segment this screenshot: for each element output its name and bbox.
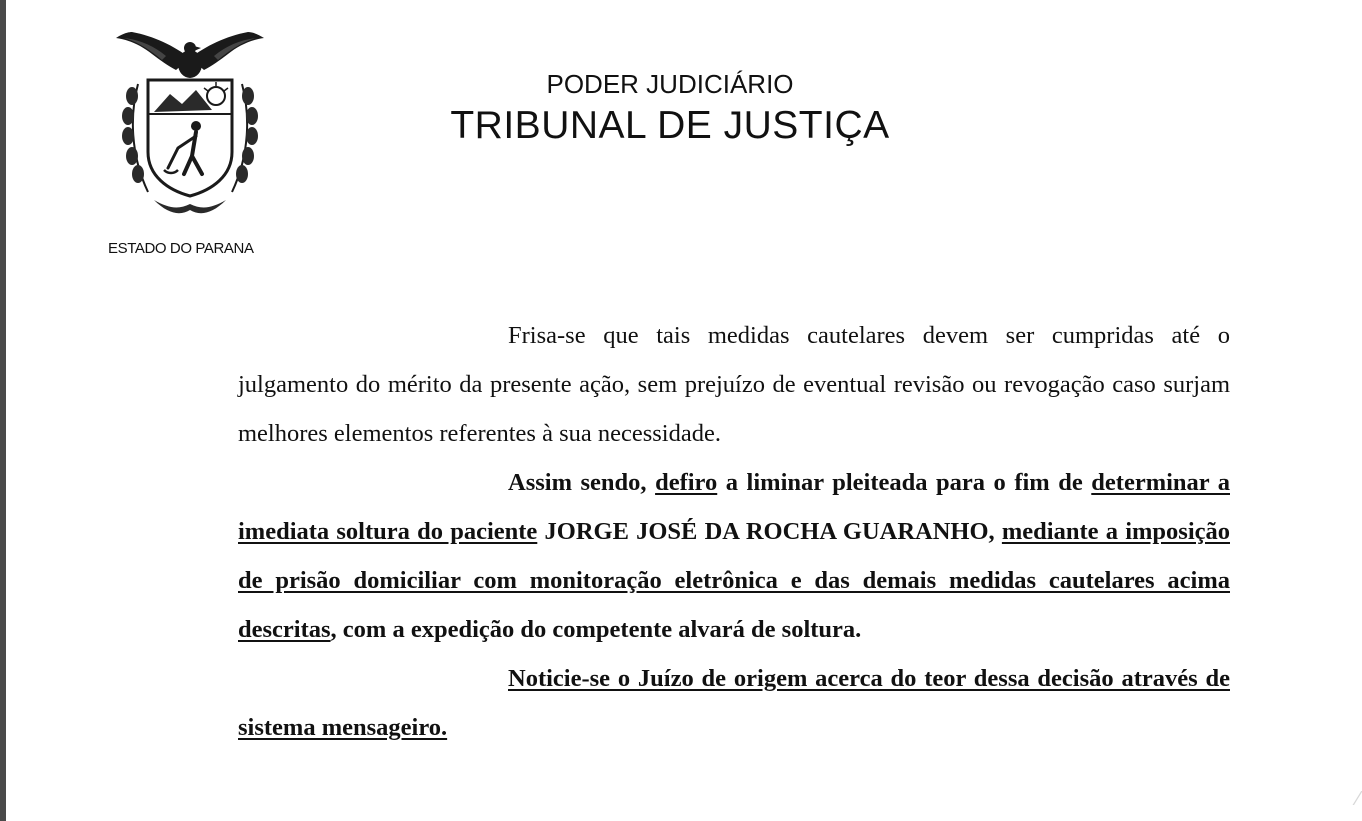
- paragraph-decision: [238, 458, 1230, 654]
- decision-text: , com a expedição do competente alvará de soltura.: [330, 616, 862, 643]
- eagle-icon: [116, 32, 264, 78]
- viewer-left-edge: [0, 0, 6, 821]
- state-label: ESTADO DO PARANA: [108, 240, 254, 257]
- decision-house-arrest: mediante a imposição de prisão domiciliar com monitoração eletrônica e das demais medidas cautelares acima descritas: [238, 518, 1230, 643]
- power-label: PODER JUDICIÁRIO: [546, 69, 794, 99]
- decision-release-order: determinar a imediata soltura do paciente: [238, 469, 1230, 545]
- paragraph-precautionary-measures: Frisa-se que tais medidas cautelares devem ser cumpridas até o julgamento do mérito da presente ação, sem prejuízo de eventual revisão ou revogação caso surjam melhores elementos referentes à sua necessidade.: [238, 322, 1230, 447]
- decision-patient-name: JORGE JOSÉ DA ROCHA GUARANHO,: [537, 518, 1002, 545]
- court-title: TRIBUNAL DE JUSTIÇA: [450, 104, 890, 147]
- coat-of-arms-icon: [104, 24, 276, 220]
- document-body: [238, 311, 1230, 752]
- decision-text: a liminar pleiteada para o fim de: [717, 469, 1092, 496]
- shield-icon: [148, 80, 232, 196]
- corner-mark: ⁄: [1356, 788, 1360, 810]
- paragraph-notification: Noticie-se o Juízo de origem acerca do teor dessa decisão através de sistema mensageiro.: [238, 665, 1230, 741]
- document-header: [400, 66, 940, 150]
- decision-granted: defiro: [655, 469, 718, 496]
- decision-text: Assim sendo,: [508, 469, 656, 496]
